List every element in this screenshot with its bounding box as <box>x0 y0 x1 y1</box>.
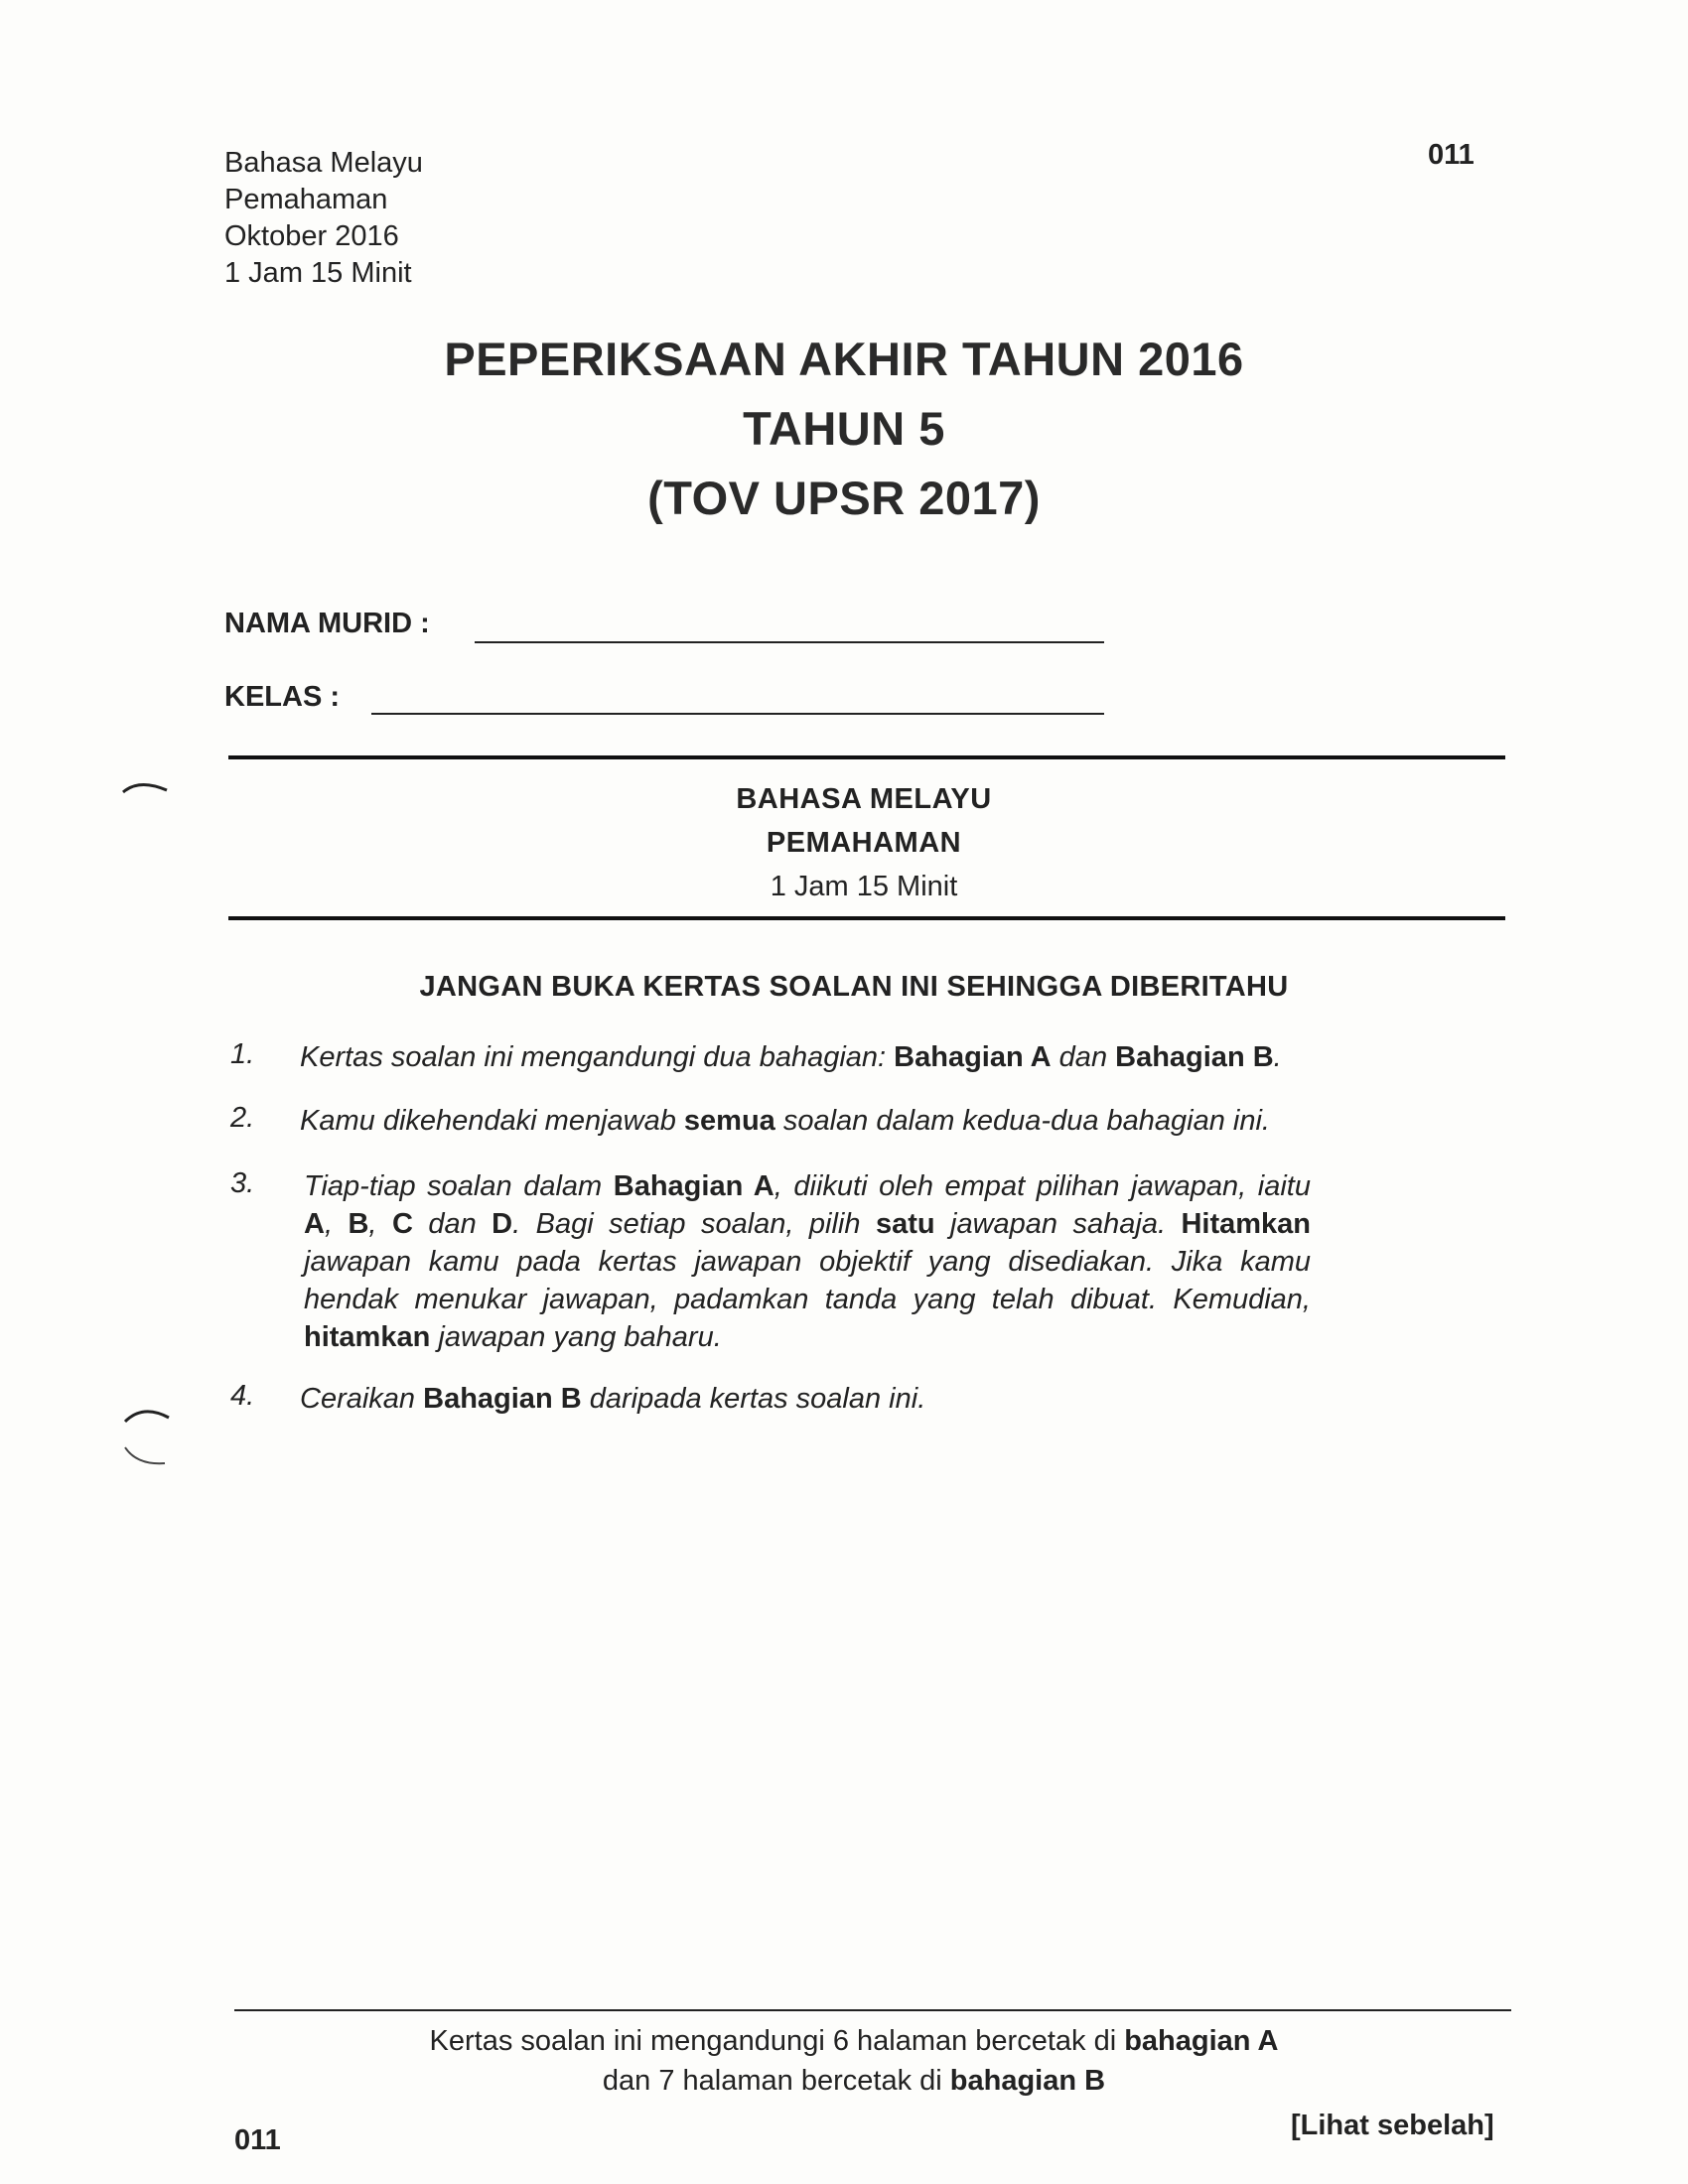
text-run-bold: semua <box>683 1105 775 1137</box>
text-run: jawapan sahaja. <box>934 1208 1182 1240</box>
instruction-number: 3. <box>230 1167 255 1199</box>
see-next-page: [Lihat sebelah] <box>1291 2110 1494 2141</box>
paper-duration: 1 Jam 15 Minit <box>770 871 958 902</box>
instruction-1 <box>230 1038 1382 1078</box>
paper-code-top: 011 <box>1428 139 1475 171</box>
text-run-bold: bahagian A <box>1124 2025 1279 2057</box>
punch-hole-mark-icon <box>119 774 179 814</box>
paper-code-bottom: 011 <box>234 2124 281 2156</box>
page-count-note <box>357 2021 1350 2101</box>
text-run: . <box>1273 1041 1282 1073</box>
text-run-bold: Bahagian B <box>1115 1041 1274 1073</box>
instruction-text <box>300 1038 1372 1076</box>
text-run-bold: Hitamkan <box>1181 1208 1312 1240</box>
paper-name: PEMAHAMAN <box>766 827 962 859</box>
exam-year-level: TAHUN 5 <box>743 402 945 455</box>
exam-subtitle: (TOV UPSR 2017) <box>647 472 1041 524</box>
text-run-bold: C <box>391 1208 413 1240</box>
instruction-text <box>300 1102 1372 1140</box>
class-field[interactable] <box>371 713 1104 715</box>
text-run: Kertas soalan ini mengandungi dua bahagian: <box>300 1041 895 1073</box>
header-paper: Pemahaman <box>224 184 388 215</box>
do-not-open-warning: JANGAN BUKA KERTAS SOALAN INI SEHINGGA DIBERITAHU <box>419 971 1289 1003</box>
footer-divider <box>234 2009 1511 2011</box>
top-divider <box>228 755 1505 759</box>
instruction-number: 4. <box>230 1380 255 1412</box>
text-run-bold: satu <box>875 1208 935 1240</box>
text-run-bold: Bahagian B <box>423 1383 582 1415</box>
instruction-text <box>300 1380 1372 1418</box>
text-run-bold: D <box>492 1208 513 1240</box>
page-count-line-2 <box>357 2061 1350 2101</box>
text-run-bold: B <box>348 1208 369 1240</box>
page-count-line-1 <box>357 2021 1350 2061</box>
exam-title: PEPERIKSAAN AKHIR TAHUN 2016 <box>444 333 1244 385</box>
text-run: Kamu dikehendaki menjawab <box>300 1105 684 1137</box>
instruction-2 <box>230 1102 1382 1142</box>
text-run: Ceraikan <box>300 1383 424 1415</box>
header-duration: 1 Jam 15 Minit <box>224 257 412 289</box>
student-name-label: NAMA MURID : <box>224 608 430 639</box>
text-run: jawapan yang baharu. <box>430 1321 722 1353</box>
text-run: soalan dalam kedua-dua bahagian ini. <box>774 1105 1270 1137</box>
text-run-bold: Bahagian A <box>894 1041 1052 1073</box>
paper-info <box>516 777 1211 908</box>
header-info <box>224 145 423 292</box>
text-run: dan <box>1051 1041 1116 1073</box>
text-run: Kertas soalan ini mengandungi 6 halaman bercetak di <box>429 2025 1125 2057</box>
text-run: , diikuti oleh empat pilihan jawapan, iaitu <box>774 1170 1311 1202</box>
instruction-text <box>304 1167 1311 1356</box>
text-run: dan 7 halaman bercetak di <box>602 2065 950 2097</box>
instruction-3 <box>230 1167 1382 1366</box>
punch-hole-mark-icon <box>119 1400 179 1479</box>
text-run: . Bagi setiap soalan, pilih <box>512 1208 876 1240</box>
header-subject: Bahasa Melayu <box>224 147 423 179</box>
text-run: Tiap-tiap soalan dalam <box>304 1170 614 1202</box>
student-name-field[interactable] <box>475 641 1104 643</box>
text-run-bold: Bahagian A <box>613 1170 774 1202</box>
header-date: Oktober 2016 <box>224 220 399 252</box>
text-run: jawapan kamu pada kertas jawapan objektif yang disediakan. Jika kamu hendak menukar jawapan, padamkan tanda yang telah dibuat. Kemudian, <box>304 1246 1311 1315</box>
text-run: daripada kertas soalan ini. <box>581 1383 926 1415</box>
text-run-bold: hitamkan <box>304 1321 431 1353</box>
text-run: dan <box>412 1208 492 1240</box>
text-run: , <box>368 1208 392 1240</box>
class-label: KELAS : <box>224 681 340 713</box>
text-run-bold: bahagian B <box>949 2065 1106 2097</box>
instruction-4 <box>230 1380 1382 1420</box>
text-run-bold: A <box>304 1208 325 1240</box>
text-run: , <box>324 1208 349 1240</box>
instruction-number: 1. <box>230 1038 255 1070</box>
instruction-number: 2. <box>230 1102 255 1134</box>
paper-subject: BAHASA MELAYU <box>736 783 992 815</box>
bottom-divider <box>228 916 1505 920</box>
